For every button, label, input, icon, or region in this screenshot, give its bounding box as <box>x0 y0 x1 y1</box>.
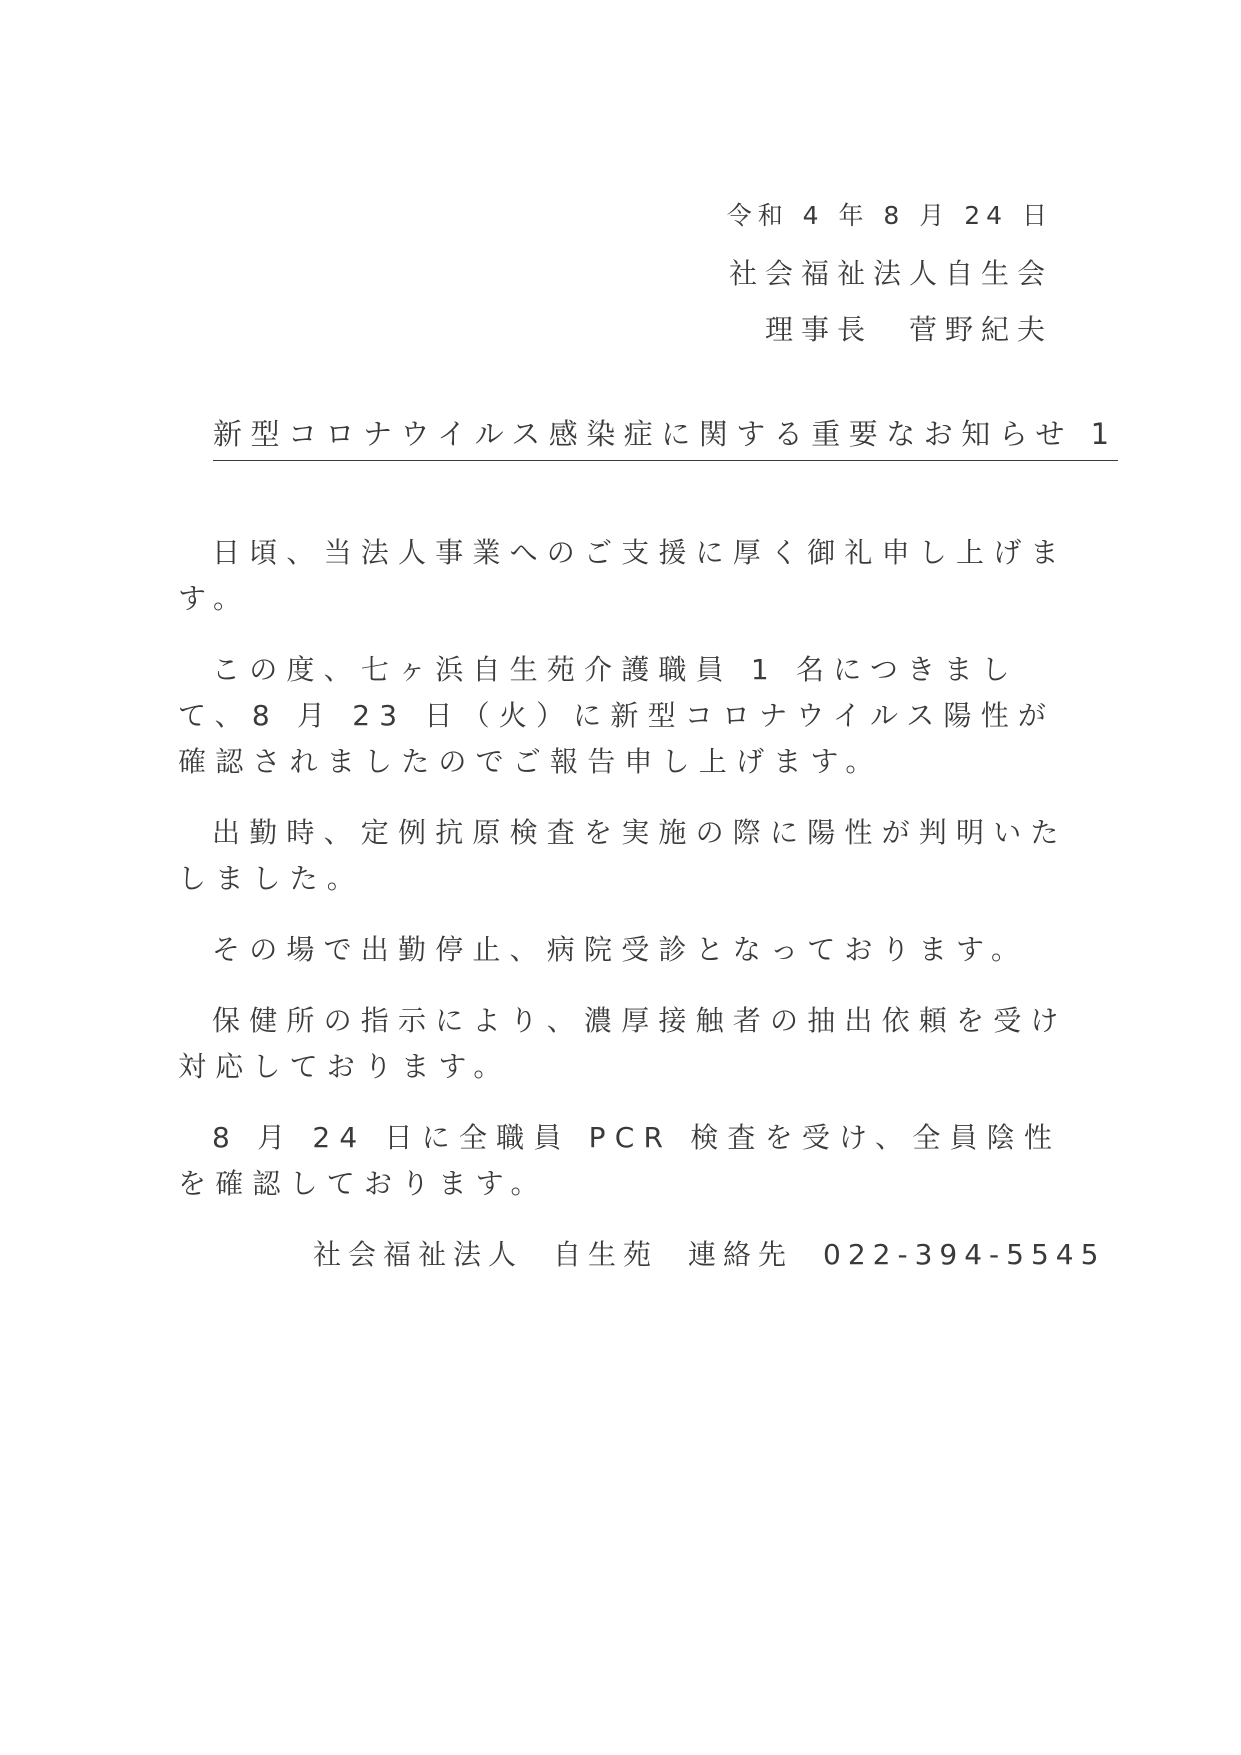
paragraph-report: この度、七ヶ浜自生苑介護職員 1 名につきまして、8 月 23 日（火）に新型コロナウイルス陽性が確認されましたのでご報告申し上げます。 <box>178 653 1056 778</box>
issue-date: 令和 4 年 8 月 24 日 <box>726 201 1053 230</box>
contact-footer <box>313 1232 1105 1278</box>
paragraph-greeting: 日頃、当法人事業へのご支援に厚く御礼申し上げます。 <box>178 536 1068 615</box>
notice-body <box>178 530 1068 1232</box>
chairperson <box>727 302 1053 358</box>
letter-header <box>727 196 1053 358</box>
footer-phone: 022-394-5545 <box>823 1238 1106 1271</box>
chair-name: 菅野紀夫 <box>908 313 1053 346</box>
issuing-organization: 社会福祉法人自生会 <box>728 257 1053 290</box>
paragraph-detection: 出勤時、定例抗原検査を実施の際に陽性が判明いたしました。 <box>178 816 1068 895</box>
notice-title: 新型コロナウイルス感染症に関する重要なお知らせ 1 <box>213 412 1118 461</box>
footer-organization: 社会福祉法人 <box>313 1238 524 1271</box>
footer-contact-label: 連絡先 <box>688 1238 794 1271</box>
paragraph-contact-tracing: 保健所の指示により、濃厚接触者の抽出依頼を受け対応しております。 <box>178 1004 1068 1083</box>
notice-title-wrap <box>213 412 1118 461</box>
paragraph-pcr-result: 8 月 24 日に全職員 PCR 検査を受け、全員陰性を確認しております。 <box>178 1121 1062 1200</box>
footer-facility: 自生苑 <box>553 1238 659 1271</box>
paragraph-action: その場で出勤停止、病院受診となっております。 <box>212 933 1029 966</box>
chair-title: 理事長 <box>764 313 873 346</box>
